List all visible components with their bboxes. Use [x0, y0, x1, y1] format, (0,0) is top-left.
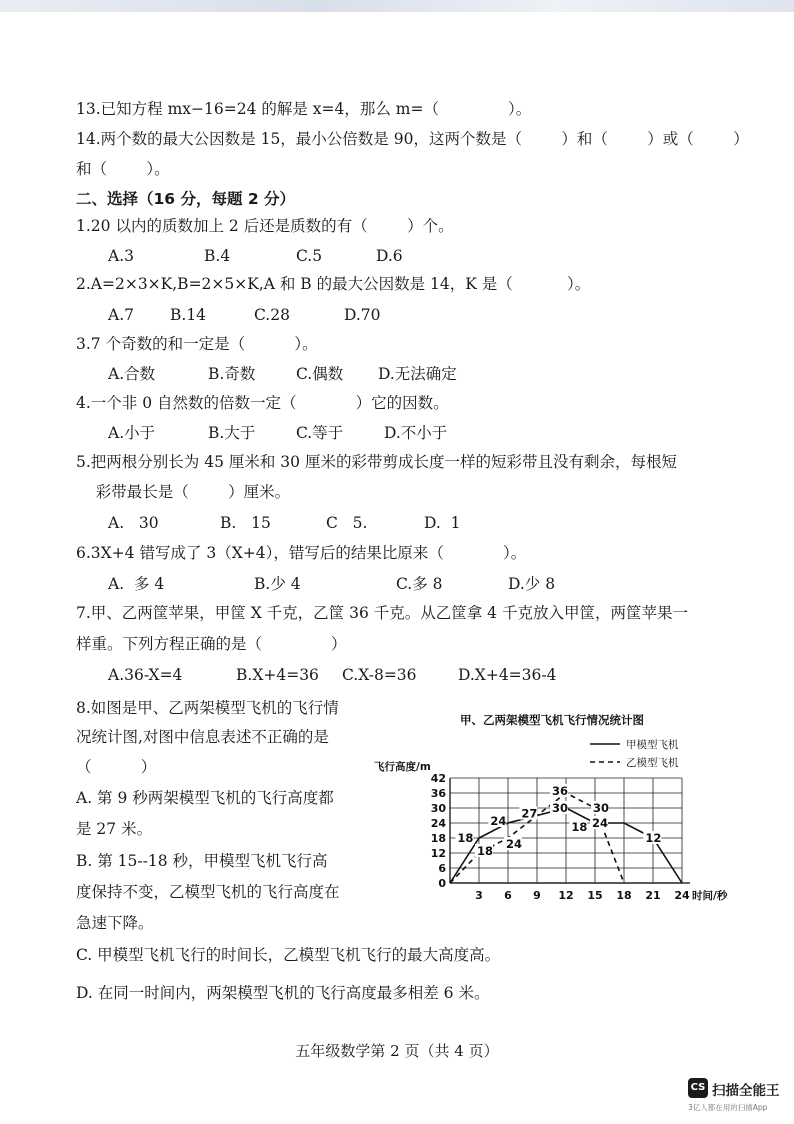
choice-option[interactable]: C.28: [254, 306, 290, 324]
y-tick-label: 24: [430, 817, 446, 830]
data-label: 12: [645, 831, 662, 845]
fill-question-line: 13.已知方程 mx−16=24 的解是 x=4，那么 m=（ ）。: [76, 100, 532, 118]
data-label: 18: [477, 844, 494, 858]
data-label: 30: [552, 801, 569, 815]
choice-option-b[interactable]: 度保持不变，乙模型飞机的飞行高度在: [76, 883, 340, 901]
question-stem: 1.20 以内的质数加上 2 后还是质数的有（ ）个。: [76, 217, 454, 235]
data-label: 36: [552, 784, 569, 798]
y-tick-label: 36: [430, 787, 446, 800]
question-stem: 况统计图,对图中信息表述不正确的是: [76, 728, 329, 746]
question-stem: 5.把两根分别长为 45 厘米和 30 厘米的彩带剪成长度一样的短彩带且没有剩余，每根短: [76, 453, 677, 471]
choice-option[interactable]: A.36-X=4: [108, 666, 183, 684]
question-stem: （ ）: [76, 758, 157, 776]
choice-option[interactable]: B.少 4: [254, 575, 301, 593]
x-tick-label: 21: [645, 889, 661, 902]
data-label: 30: [593, 801, 610, 815]
page-footer: 五年级数学第 2 页（共 4 页）: [295, 1042, 499, 1060]
fill-question-line: 14.两个数的最大公因数是 15，最小公倍数是 90，这两个数是（ ）和（ ）或（ ）: [76, 130, 749, 148]
choice-option[interactable]: A.小于: [108, 424, 156, 442]
scanner-brand-name: 扫描全能王: [712, 1083, 780, 1099]
choice-option[interactable]: D.70: [344, 306, 381, 324]
choice-option-d[interactable]: D. 在同一时间内，两架模型飞机的飞行高度最多相差 6 米。: [76, 984, 490, 1002]
x-tick-label: 3: [475, 889, 483, 902]
choice-option[interactable]: B.X+4=36: [236, 666, 319, 684]
x-tick-label: 9: [533, 889, 541, 902]
choice-option[interactable]: C.5: [296, 247, 323, 265]
question-stem: 7.甲、乙两筐苹果，甲筐 X 千克，乙筐 36 千克。从乙筐拿 4 千克放入甲筐，两筐苹果一: [76, 604, 688, 622]
data-label: 27: [521, 806, 538, 821]
question-stem: 2.A=2×3×K,B=2×5×K,A 和 B 的最大公因数是 14，K 是（ ）。: [76, 275, 591, 293]
data-label: 24: [490, 814, 507, 828]
choice-option[interactable]: B.大于: [208, 424, 256, 442]
choice-option[interactable]: A. 多 4: [108, 575, 165, 593]
choice-option[interactable]: C 5.: [326, 514, 368, 532]
choice-option-a[interactable]: 是 27 米。: [76, 820, 153, 838]
y-tick-label: 30: [430, 802, 446, 815]
choice-option[interactable]: C.偶数: [296, 365, 344, 383]
choice-option[interactable]: B.14: [170, 306, 207, 324]
choice-option-b[interactable]: B. 第 15--18 秒，甲模型飞机飞行高: [76, 852, 328, 870]
y-axis-label: 飞行高度/m: [374, 761, 431, 773]
choice-option[interactable]: D.6: [376, 247, 403, 265]
question-stem: 8.如图是甲、乙两架模型飞机的飞行情: [76, 699, 339, 717]
data-label: 18: [571, 820, 588, 834]
y-tick-label: 12: [430, 847, 446, 860]
data-label: 18: [457, 831, 474, 845]
choice-option-c[interactable]: C. 甲模型飞机飞行的时间长，乙模型飞机飞行的最大高度高。: [76, 946, 501, 964]
fill-question-line: 和（ ）。: [76, 160, 170, 178]
line-chart: [366, 700, 738, 914]
choice-option[interactable]: A.3: [108, 247, 134, 265]
flight-chart: [366, 700, 738, 914]
choice-option[interactable]: D. 1: [424, 514, 461, 532]
choice-option[interactable]: C.X-8=36: [342, 666, 417, 684]
question-stem: 彩带最长是（ ）厘米。: [76, 483, 291, 501]
x-tick-label: 15: [587, 889, 603, 902]
choice-option[interactable]: C.多 8: [396, 575, 443, 593]
choice-option-a[interactable]: A. 第 9 秒两架模型飞机的飞行高度都: [76, 789, 334, 807]
data-label: 24: [592, 816, 609, 830]
x-tick-label: 24: [674, 889, 690, 902]
choice-option[interactable]: B.4: [204, 247, 231, 265]
legend-label-yi: 乙模型飞机: [626, 757, 679, 769]
x-tick-label: 18: [616, 889, 632, 902]
section-heading: 二、选择（16 分，每题 2 分）: [76, 190, 296, 208]
choice-option[interactable]: D.少 8: [508, 575, 556, 593]
x-axis-label: 时间/秒: [692, 890, 728, 902]
y-tick-label: 0: [438, 877, 446, 890]
camscanner-logo-icon: CS: [688, 1078, 708, 1098]
choice-option[interactable]: D.无法确定: [378, 365, 457, 383]
question-stem: 3.7 个奇数的和一定是（ ）。: [76, 335, 318, 353]
choice-option[interactable]: A. 30: [108, 514, 159, 532]
question-stem: 样重。下列方程正确的是（ ）: [76, 635, 347, 653]
choice-option[interactable]: B.奇数: [208, 365, 256, 383]
x-tick-label: 12: [558, 889, 574, 902]
data-label: 24: [506, 837, 523, 851]
question-stem: 6.3X+4 错写成了 3（X+4），错写后的结果比原来（ ）。: [76, 544, 527, 562]
choice-option[interactable]: D.不小于: [384, 424, 448, 442]
scanner-brand-slogan: 3亿人都在用的扫描App: [688, 1103, 768, 1112]
y-tick-label: 6: [438, 862, 446, 875]
choice-option[interactable]: A.合数: [108, 365, 156, 383]
scan-top-edge: [0, 0, 794, 12]
choice-option[interactable]: D.X+4=36-4: [458, 666, 557, 684]
legend-label-jia: 甲模型飞机: [626, 739, 679, 751]
y-tick-label: 42: [430, 772, 446, 785]
choice-option[interactable]: A.7: [108, 306, 134, 324]
x-tick-label: 6: [504, 889, 512, 902]
choice-option[interactable]: C.等于: [296, 424, 344, 442]
chart-title: 甲、乙两架模型飞机飞行情况统计图: [460, 713, 644, 727]
scanner-watermark: [688, 1078, 792, 1118]
y-tick-label: 18: [430, 832, 446, 845]
choice-option[interactable]: B. 15: [220, 514, 271, 532]
question-stem: 4.一个非 0 自然数的倍数一定（ ）它的因数。: [76, 394, 449, 412]
choice-option-b[interactable]: 急速下降。: [76, 914, 154, 932]
